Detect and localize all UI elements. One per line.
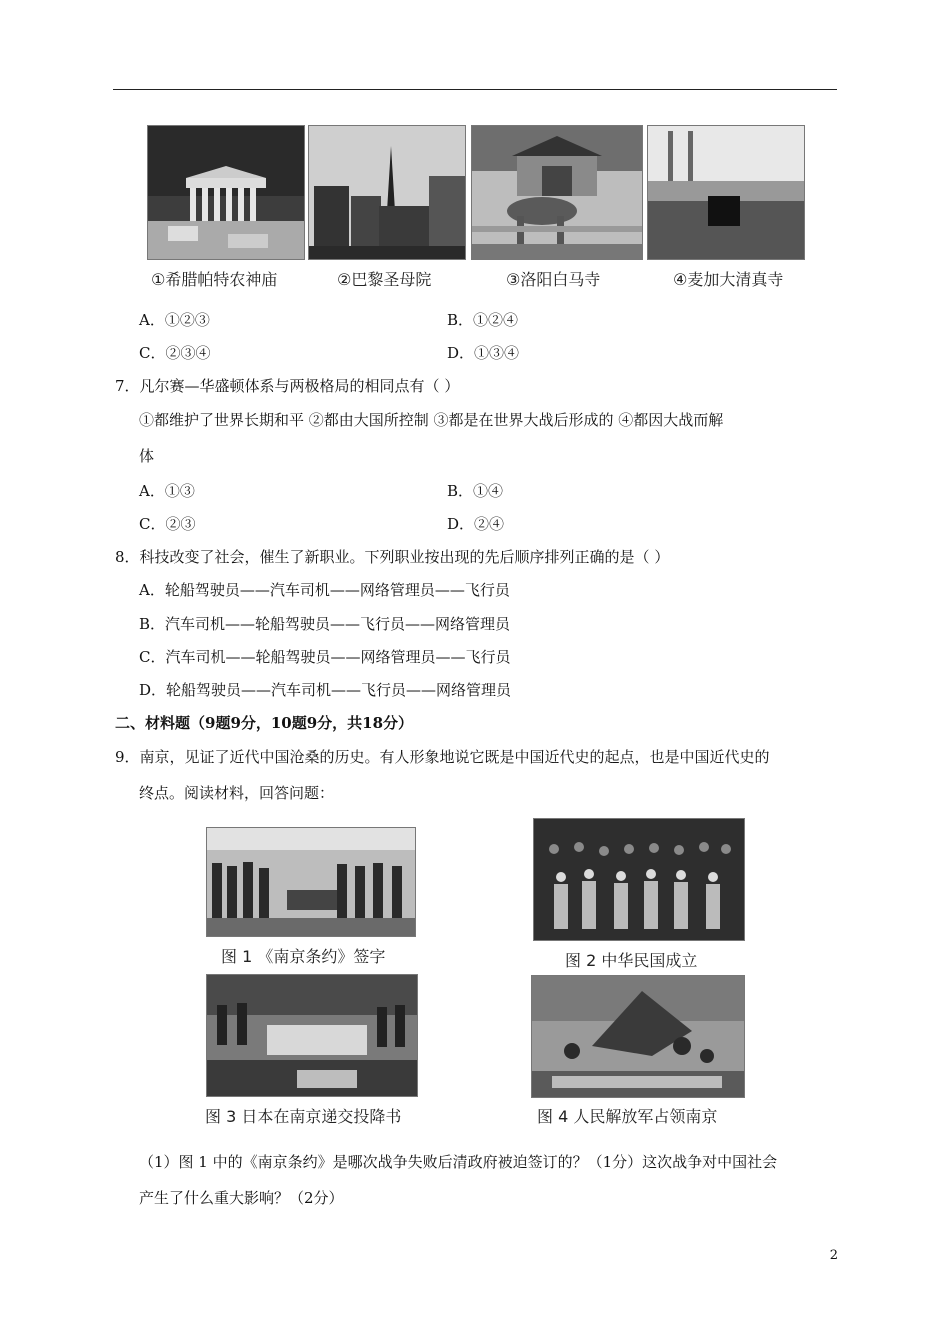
- q7-option-a: A．①③: [139, 482, 195, 500]
- q7-option-d: D．②④: [447, 515, 505, 533]
- q8-option-c: C．汽车司机——轮船驾驶员——网络管理员——飞行员: [139, 648, 511, 666]
- figure-2-photo: [533, 818, 745, 941]
- q8-option-b: B．汽车司机——轮船驾驶员——飞行员——网络管理员: [139, 615, 511, 633]
- caption-notre-dame: ②巴黎圣母院: [337, 270, 432, 289]
- caption-parthenon: ①希腊帕特农神庙: [151, 270, 278, 289]
- q9-sub1-line2: 产生了什么重大影响？（2分）: [139, 1189, 344, 1207]
- notre-dame-photo: [308, 125, 466, 260]
- caption-white-horse-temple: ③洛阳白马寺: [506, 270, 601, 289]
- q7-stem: 7．凡尔赛—华盛顿体系与两极格局的相同点有（ ）: [115, 377, 460, 395]
- figure-2-caption: 图 2 中华民国成立: [565, 951, 698, 970]
- q9-sub1-line1: （1）图 1 中的《南京条约》是哪次战争失败后清政府被迫签订的？（1分）这次战争对中国社会: [139, 1153, 778, 1171]
- q7-choices-line1: ①都维护了世界长期和平 ②都由大国所控制 ③都是在世界大战后形成的 ④都因大战而解: [139, 411, 724, 429]
- figure-3-caption: 图 3 日本在南京递交投降书: [205, 1107, 402, 1126]
- figure-4-caption: 图 4 人民解放军占领南京: [537, 1107, 718, 1126]
- figure-3-photo: [206, 974, 418, 1097]
- q6-option-c: C．②③④: [139, 344, 211, 362]
- caption-mecca-mosque: ④麦加大清真寺: [673, 270, 784, 289]
- q7-choices-line2: 体: [139, 447, 155, 465]
- page-number: 2: [829, 1248, 838, 1263]
- q6-option-a: A．①②③: [139, 311, 210, 329]
- section-2-title: 二、材料题（9题9分，10题9分，共18分）: [115, 714, 414, 732]
- figure-1-caption: 图 1 《南京条约》签字: [221, 947, 386, 966]
- white-horse-temple-photo: [471, 125, 643, 260]
- figure-4-photo: [531, 975, 745, 1098]
- figure-1-photo: [206, 827, 416, 937]
- q7-option-c: C．②③: [139, 515, 196, 533]
- q8-option-a: A．轮船驾驶员——汽车司机——网络管理员——飞行员: [139, 581, 510, 599]
- q9-intro-line1: 9．南京，见证了近代中国沧桑的历史。有人形象地说它既是中国近代史的起点，也是中国近代史的: [115, 748, 770, 766]
- mecca-mosque-photo: [647, 125, 805, 260]
- q6-option-d: D．①③④: [447, 344, 520, 362]
- q7-option-b: B．①④: [447, 482, 504, 500]
- q8-stem: 8．科技改变了社会，催生了新职业。下列职业按出现的先后顺序排列正确的是（ ）: [115, 548, 670, 566]
- q8-option-d: D．轮船驾驶员——汽车司机——飞行员——网络管理员: [139, 681, 512, 699]
- parthenon-photo: [147, 125, 305, 260]
- header-rule: [113, 89, 837, 90]
- q9-intro-line2: 终点。阅读材料，回答问题：: [139, 784, 335, 802]
- q6-option-b: B．①②④: [447, 311, 519, 329]
